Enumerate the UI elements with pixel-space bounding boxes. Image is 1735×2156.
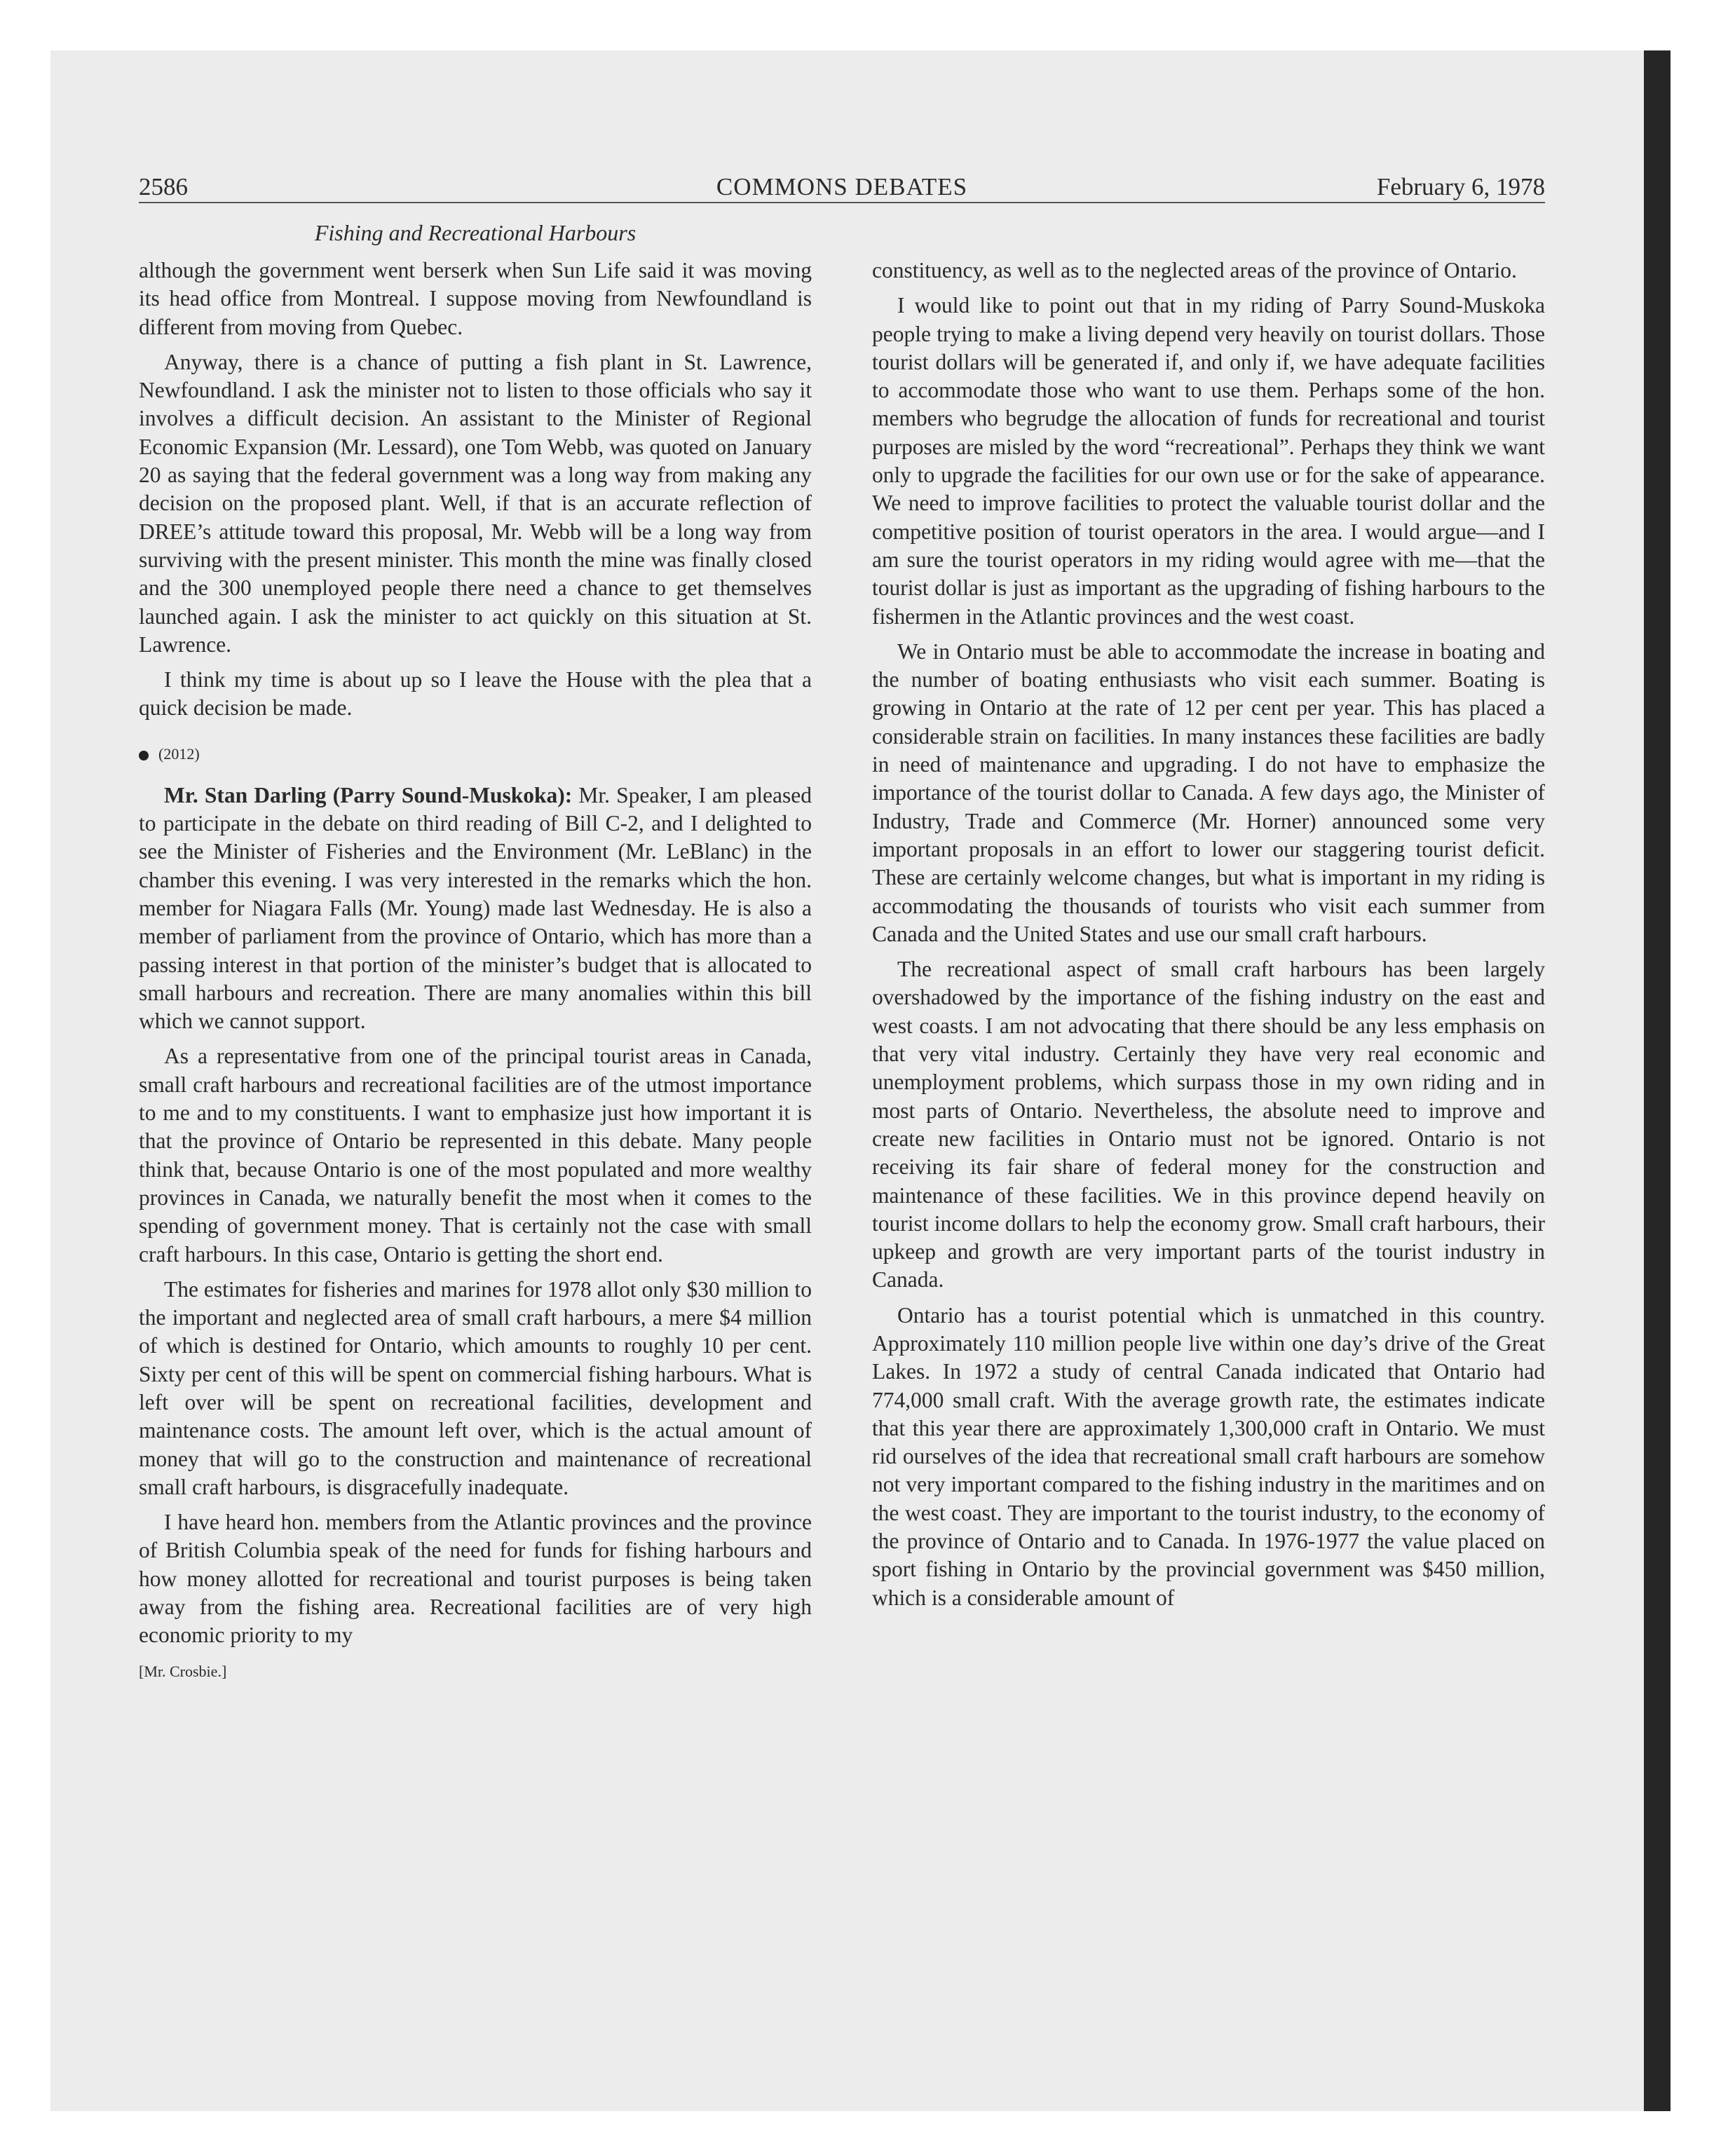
page-number: 2586 [139, 173, 188, 200]
paragraph: We in Ontario must be able to accommodate the increase in boating and the number of boating enthusiasts who visit each summer. Boating is growing in Ontario at the rate of 12 per cent per year. This has placed a considerable strain on facilities. In many instances these facilities are badly in need of maintenance and upgrading. I do not have to emphasize the importance of the tourist dollar to Canada. A few days ago, the Minister of Industry, Trade and Commerce (Mr. Horner) announced some very important proposals in an effort to lower our staggering tourist deficit. These are certainly welcome changes, but what is important in my riding is accommodating the thousands of tourists who visit each summer from Canada and the United States and use our small craft harbours. [872, 639, 1545, 946]
speech-paragraph [139, 782, 812, 1036]
binding-edge [1644, 50, 1671, 2111]
paragraph: constituency, as well as to the neglected areas of the province of Ontario. [872, 258, 1517, 282]
page-header [139, 172, 1545, 203]
right-column [872, 257, 1545, 1612]
paragraph: although the government went berserk when Sun Life said it was moving its head office from Montreal. I suppose moving from Newfoundland is different from moving from Quebec. [139, 258, 812, 339]
paragraph: The estimates for fisheries and marines for 1978 allot only $30 million to the important and neglected area of small craft harbours, a mere $4 million of which is destined for Ontario, which amounts to roughly 10 per cent. Sixty per cent of this will be spent on commercial fishing harbours. What is left over will be spent on recreational facilities, development and maintenance costs. The amount left over, which is the actual amount of money that will go to the construction and maintenance of recreational small craft harbours, is disgracefully inadequate. [139, 1276, 812, 1499]
left-column [139, 257, 812, 1682]
publication-title: COMMONS DEBATES [716, 173, 968, 200]
timestamp-text: (2012) [158, 744, 200, 763]
paragraph: The recreational aspect of small craft harbours has been largely overshadowed by the importance of the fishing industry on the east and west coasts. I am not advocating that there should be any less emphasis on that very vital industry. Certainly they have very real economic and unemployment problems, which surpass those in my own riding and in most parts of Ontario. Nevertheless, the absolute need to improve and create new facilities in Ontario must not be ignored. Ontario is not receiving its fair share of federal money for the construction and maintenance of these facilities. We in this province depend heavily on tourist income dollars to help the economy grow. Small craft harbours, their upkeep and growth are very important parts of the tourist industry in Canada. [872, 957, 1545, 1292]
speech-text: Mr. Speaker, I am pleased to participate in the debate on third reading of Bill C-2, and I delighted to see the Minister of Fisheries and the Environment (Mr. LeBlanc) in the chamber this evening. I was very interested in the remarks which the hon. member for Niagara Falls (Mr. Young) made last Wednesday. He is also a member of parliament from the province of Ontario, which has more than a passing interest in that portion of the minister’s budget that is allocated to small harbours and recreation. There are many anomalies within this bill which we cannot support. [139, 782, 812, 1034]
timestamp-marker [139, 744, 812, 765]
paragraph: I think my time is about up so I leave the House with the plea that a quick decision be made. [139, 667, 812, 721]
paragraph: I would like to point out that in my riding of Parry Sound-Muskoka people trying to make a living depend very heavily on tourist dollars. Those tourist dollars will be generated if, and only if, we have adequate facilities to accommodate those who want to use them. Perhaps some of the hon. members who begrudge the allocation of funds for recreational and tourist purposes are misled by the word “recreational”. Perhaps they think we want only to upgrade the facilities for our own use or for the sake of appearance. We need to improve facilities to protect the valuable tourist dollar and the competitive position of tourist operators in the area. I would argue—and I am sure the tourist operators in my riding would agree with me—that the tourist dollar is just as important as the upgrading of fishing harbours to the fishermen in the Atlantic provinces and the west coast. [872, 293, 1545, 629]
bullet-icon [139, 751, 149, 760]
previous-speaker-note: [Mr. Crosbie.] [139, 1662, 227, 1680]
page-date: February 6, 1978 [1376, 173, 1545, 200]
speaker-name: Mr. Stan Darling (Parry Sound-Muskoka): [164, 782, 573, 807]
paragraph: As a representative from one of the principal tourist areas in Canada, small craft harbours and recreational facilities are of the utmost importance to me and to my constituents. I want to emphasize just how important it is that the province of Ontario be represented in this debate. Many people think that, because Ontario is one of the most populated and more wealthy provinces in Canada, we naturally benefit the most when it comes to the spending of government money. That is certainly not the case with small craft harbours. In this case, Ontario is getting the short end. [139, 1044, 812, 1267]
paragraph: Ontario has a tourist potential which is unmatched in this country. Approximately 110 million people live within one day’s drive of the Great Lakes. In 1972 a study of central Canada indicated that Ontario had 774,000 small craft. With the average growth rate, the estimates indicate that this year there are approximately 1,300,000 craft in Ontario. We must rid ourselves of the idea that recreational small craft harbours are somehow not very important compared to the fishing industry in the maritimes and on the west coast. They are important to the tourist industry, to the economy of the province of Ontario and to Canada. In 1976-1977 the value placed on sport fishing in Ontario by the provincial government was $450 million, which is a considerable amount of [872, 1302, 1545, 1610]
paragraph: Anyway, there is a chance of putting a fish plant in St. Lawrence, Newfoundland. I ask the minister not to listen to those officials who say it involves a difficult decision. An assistant to the Minister of Regional Economic Expansion (Mr. Lessard), one Tom Webb, was quoted on January 20 as saying that the federal government was a long way from making any decision on the proposed plant. Well, if that is an accurate reflection of DREE’s attitude toward this proposal, Mr. Webb will be a long way from surviving with the present minister. This month the mine was finally closed and the 300 unemployed people there need a chance to get themselves launched again. I ask the minister to act quickly on this situation at St. Lawrence. [139, 349, 812, 657]
paragraph: I have heard hon. members from the Atlantic provinces and the province of British Columbia speak of the need for funds for fishing harbours and how money allotted for recreational and tourist purposes is being taken away from the fishing area. Recreational facilities are of very high economic priority to my [139, 1510, 812, 1648]
section-subheading: Fishing and Recreational Harbours [314, 220, 637, 245]
